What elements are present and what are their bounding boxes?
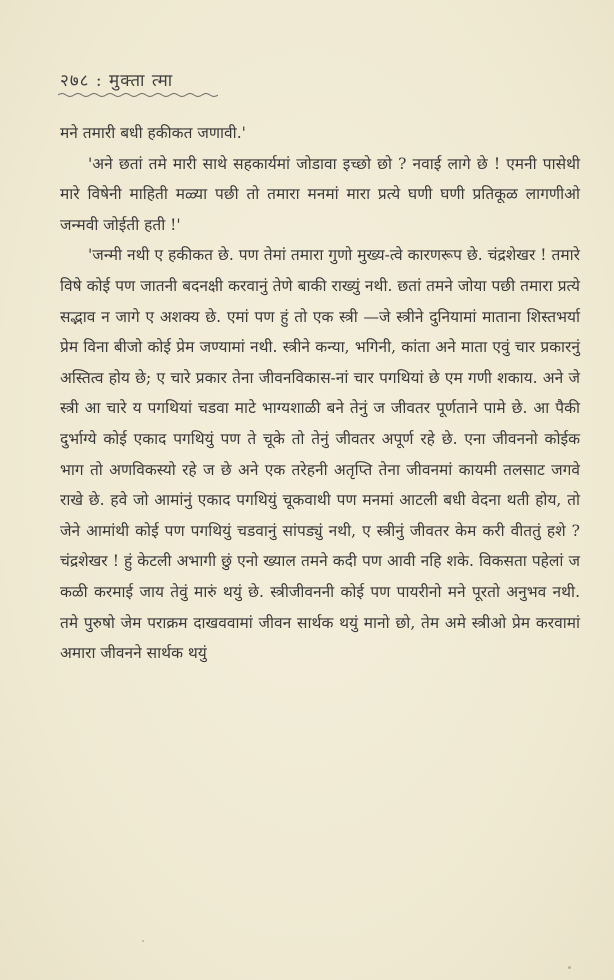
paper-speck [142, 940, 144, 942]
paragraph: 'जन्मी नथी ए हकीकत छे. पण तेमां तमारा गुणो मुख्य-त्वे कारणरूप छे. चंद्रशेखर ! तमारे विषे कोई पण जातनी बदनक्षी करवानुं तेणे बाकी राख्युं नथी. छतां तमने जोया पछी तमारा प्रत्ये सद्भाव न जागे ए अशक्य छे. एमां पण हुं तो एक स्त्री —जे स्त्रीने दुनियामां माताना शिस्तभर्या प्रेम विना बीजो कोई प्रेम जण्यामां नथी. स्त्रीने कन्या, भगिनी, कांता अने माता एवुं चार प्रकारनुं अस्तित्व होय छे; ए चारे प्रकार तेना जीवनविकास-नां चार पगथियां छे एम गणी शकाय. अने जे स्त्री आ चारे य पगथियां चडवा माटे भाग्यशाळी बने तेनुं ज जीवतर पूर्णताने पामे छे. आ पैकी दुर्भाग्ये कोई एकाद पगथियुं पण ते चूके तो तेनुं जीवतर अपूर्ण रहे छे. एना जीवननो कोईक भाग तो अणविकस्यो रहे ज छे अने एक तरेहनी अतृप्ति तेना जीवनमां कायमी तलसाट जगवे राखे छे. हवे जो आमांनुं एकाद पगथियुं चूकवाथी पण मनमां आटली बधी वेदना थती होय, तो जेने आमांथी कोई पण पगथियुं चडवानुं सांपड्युं नथी, ए स्त्रीनुं जीवतर केम करी वीततुं हशे ? चंद्रशेखर ! हुं केटली अभागी छुं एनो ख्याल तमने कदी पण आवी नहि शके. विकसता पहेलां ज कळी करमाई जाय तेवुं मारुं थयुं छे. स्त्रीजीवननी कोई पण पायरीनो मने पूरतो अनुभव नथी. तमे पुरुषो जेम पराक्रम दाखववामां जीवन सार्थक थयुं मानो छो, तेम अमे स्त्रीओ प्रेम करवामां अमारा जीवनने सार्थक थयुं [60, 246, 580, 663]
header-wavy-rule [58, 92, 218, 98]
paper-speck [568, 966, 571, 969]
running-head: २७८ : मुक्ता त्मा [60, 71, 174, 91]
body-text [60, 118, 580, 669]
paragraph: मने तमारी बधी हकीकत जणावी.' [60, 124, 246, 142]
paragraph: 'अने छतां तमे मारी साथे सहकार्यमां जोडावा इच्छो छो ? नवाई लागे छे ! एमनी पासेथी मारे विषेनी माहिती मळ्या पछी तो तमारा मनमां मारा प्रत्ये घणी घणी प्रतिकूळ लागणीओ जन्मवी जोईती हती !' [60, 154, 580, 234]
